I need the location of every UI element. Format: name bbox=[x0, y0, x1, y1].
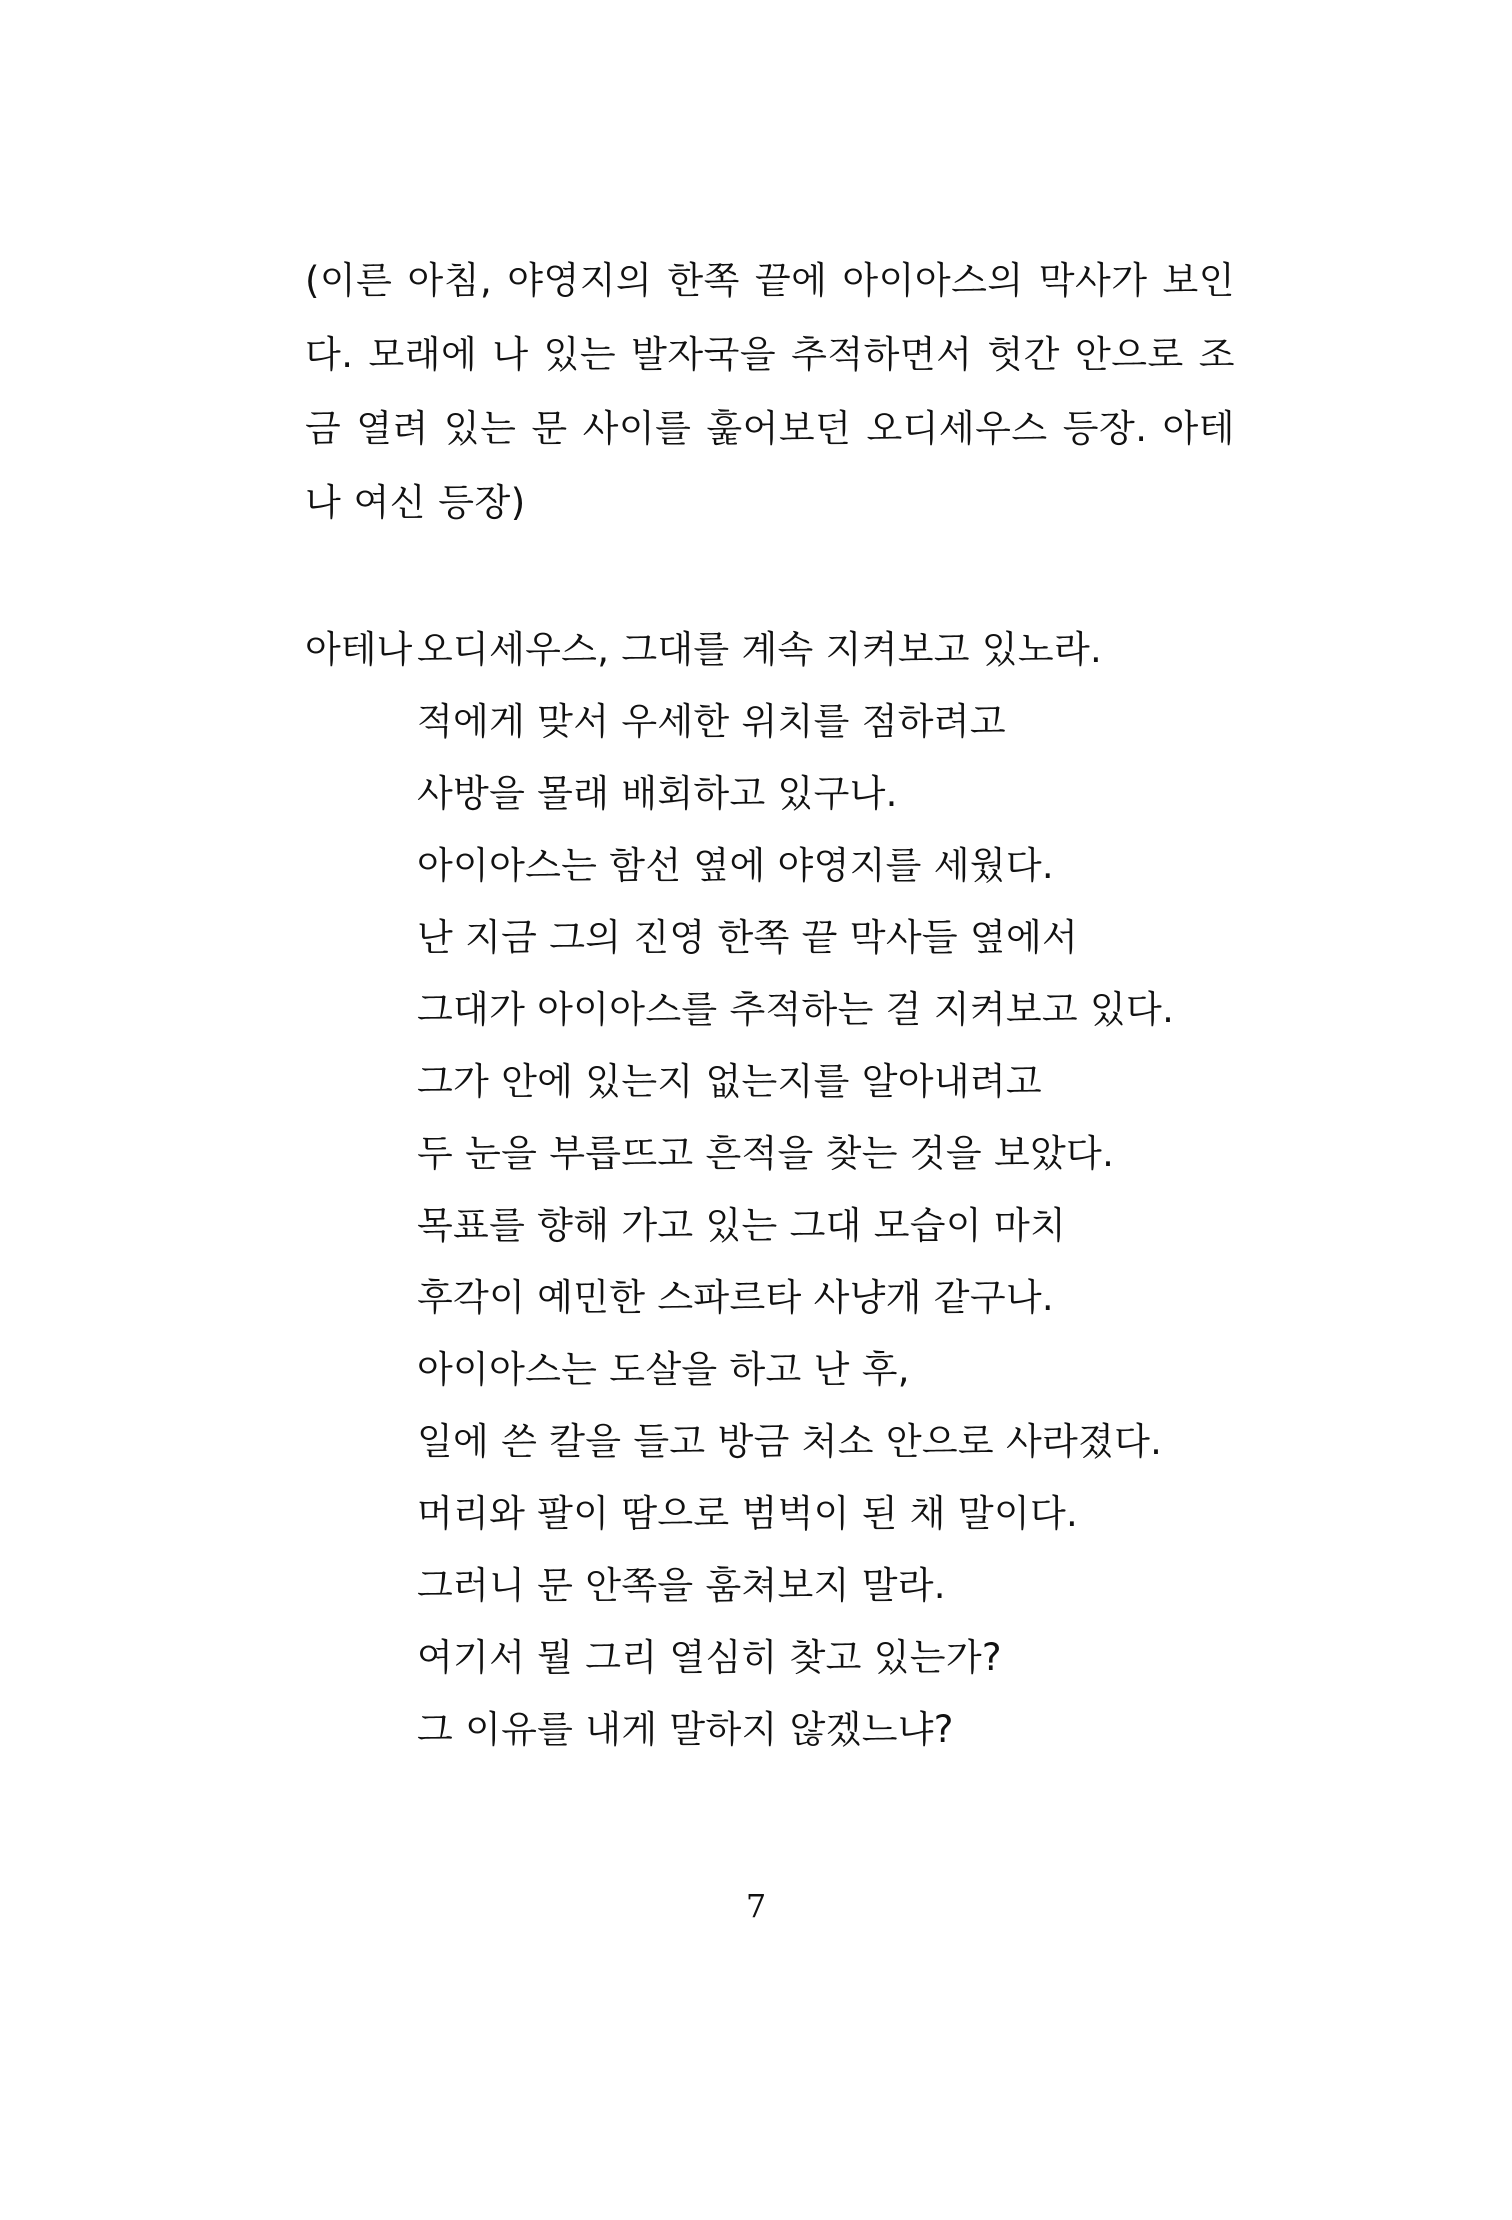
dialogue-line: 사방을 몰래 배회하고 있구나. bbox=[417, 772, 898, 815]
dialogue-lines bbox=[417, 614, 1174, 1766]
stage-direction: (이른 아침, 야영지의 한쪽 끝에 아이아스의 막사가 보인다. 모래에 나 있는 발자국을 추적하면서 헛간 안으로 조금 열려 있는 문 사이를 훑어보던 오디세우스 등장. 아테나 여신 등장) bbox=[305, 259, 1235, 524]
dialogue-line: 오디세우스, 그대를 계속 지켜보고 있노라. bbox=[417, 628, 1103, 671]
dialogue-line: 목표를 향해 가고 있는 그대 모습이 마치 bbox=[417, 1204, 1067, 1247]
dialogue-line: 난 지금 그의 진영 한쪽 끝 막사들 옆에서 bbox=[417, 916, 1079, 959]
dialogue-line: 후각이 예민한 스파르타 사냥개 같구나. bbox=[417, 1276, 1054, 1319]
speaker-name: 아테나 bbox=[305, 628, 413, 671]
dialogue-line: 적에게 맞서 우세한 위치를 점하려고 bbox=[417, 700, 1006, 743]
dialogue-line: 여기서 뭘 그리 열심히 찾고 있는가? bbox=[417, 1636, 1002, 1679]
dialogue-line: 일에 쓴 칼을 들고 방금 처소 안으로 사라졌다. bbox=[417, 1420, 1163, 1463]
dialogue-line: 그가 안에 있는지 없는지를 알아내려고 bbox=[417, 1060, 1042, 1103]
dialogue-line: 아이아스는 도살을 하고 난 후, bbox=[417, 1348, 910, 1391]
dialogue-line: 머리와 팔이 땀으로 범벅이 된 채 말이다. bbox=[417, 1492, 1079, 1535]
page-number: 7 bbox=[745, 1887, 767, 1925]
dialogue-line: 아이아스는 함선 옆에 야영지를 세웠다. bbox=[417, 844, 1054, 887]
dialogue-line: 그대가 아이아스를 추적하는 걸 지켜보고 있다. bbox=[417, 988, 1175, 1031]
dialogue-line: 그러니 문 안쪽을 훔쳐보지 말라. bbox=[417, 1564, 946, 1607]
dialogue-line: 두 눈을 부릅뜨고 흔적을 찾는 것을 보았다. bbox=[417, 1132, 1115, 1175]
dialogue-line: 그 이유를 내게 말하지 않겠느냐? bbox=[417, 1708, 954, 1751]
